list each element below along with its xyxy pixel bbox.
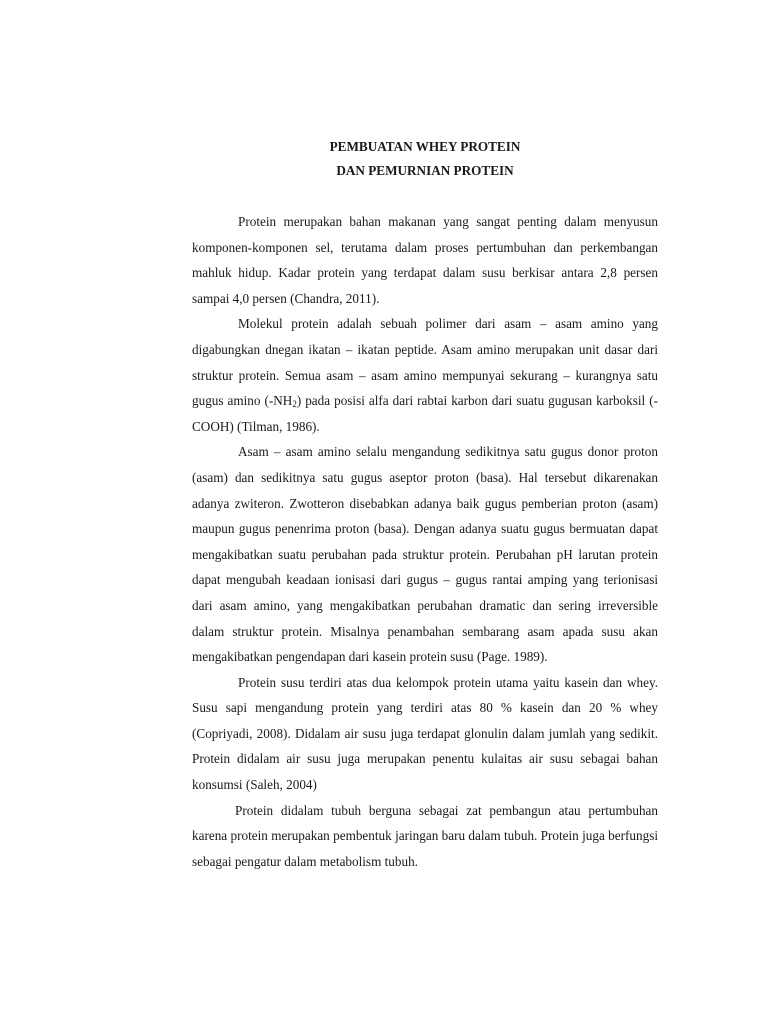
document-title	[192, 135, 658, 183]
paragraph-2	[192, 311, 658, 439]
title-line-1: PEMBUATAN WHEY PROTEIN	[329, 139, 521, 154]
subscript-2: 2	[292, 399, 297, 410]
paragraph-1: Protein merupakan bahan makanan yang sangat penting dalam menyusun komponen-komponen sel, terutama dalam proses pertumbuhan dan perkembangan mahluk hidup. Kadar protein yang terdapat dalam susu berkisar antara 2,8 persen sampai 4,0 persen (Chandra, 2011).	[192, 214, 658, 306]
title-line-2: DAN PEMURNIAN PROTEIN	[336, 163, 514, 178]
document-body	[192, 209, 658, 874]
paragraph-2-text-b: ) pada posisi alfa dari rabtai karbon dari suatu gugusan karboksil (-COOH) (Tilman, 1986).	[192, 393, 658, 434]
paragraph-4: Protein susu terdiri atas dua kelompok protein utama yaitu kasein dan whey. Susu sapi mengandung protein yang terdiri atas 80 % kasein dan 20 % whey (Copriyadi, 2008). Didalam air susu juga terdapat glonulin dalam jumlah yang sedikit. Protein didalam air susu juga merupakan penentu kulaitas air susu sebagai bahan konsumsi (Saleh, 2004)	[192, 674, 658, 793]
paragraph-3: Asam – asam amino selalu mengandung sedikitnya satu gugus donor proton (asam) dan sedikitnya satu gugus aseptor proton (basa). Hal tersebut dikarenakan adanya zwiteron. Zwotteron disebabkan adanya baik gugus pemberian proton (asam) maupun gugus penenrima proton (basa). Dengan adanya suatu gugus bermuatan dapat mengakibatkan suatu perubahan pada struktur protein. Perubahan pH larutan protein dapat mengubah keadaan ionisasi dari gugus – gugus rantai amping yang terionisasi dari asam amino, yang mengakibatkan perubahan dramatic dan sering irreversible dalam struktur protein. Misalnya penambahan sembarang asam apada susu akan mengakibatkan pengendapan dari kasein protein susu (Page. 1989).	[192, 444, 658, 665]
paragraph-2-text-a: Molekul protein adalah sebuah polimer dari asam – asam amino yang digabungkan dnegan ikatan – ikatan peptide. Asam amino merupakan unit dasar dari struktur protein. Semua asam – asam amino mempunyai sekurang – kurangnya satu gugus amino (-NH	[192, 316, 658, 409]
paragraph-5: Protein didalam tubuh berguna sebagai zat pembangun atau pertumbuhan karena protein merupakan pembentuk jaringan baru dalam tubuh. Protein juga berfungsi sebagai pengatur dalam metabolism tubuh.	[192, 802, 658, 869]
